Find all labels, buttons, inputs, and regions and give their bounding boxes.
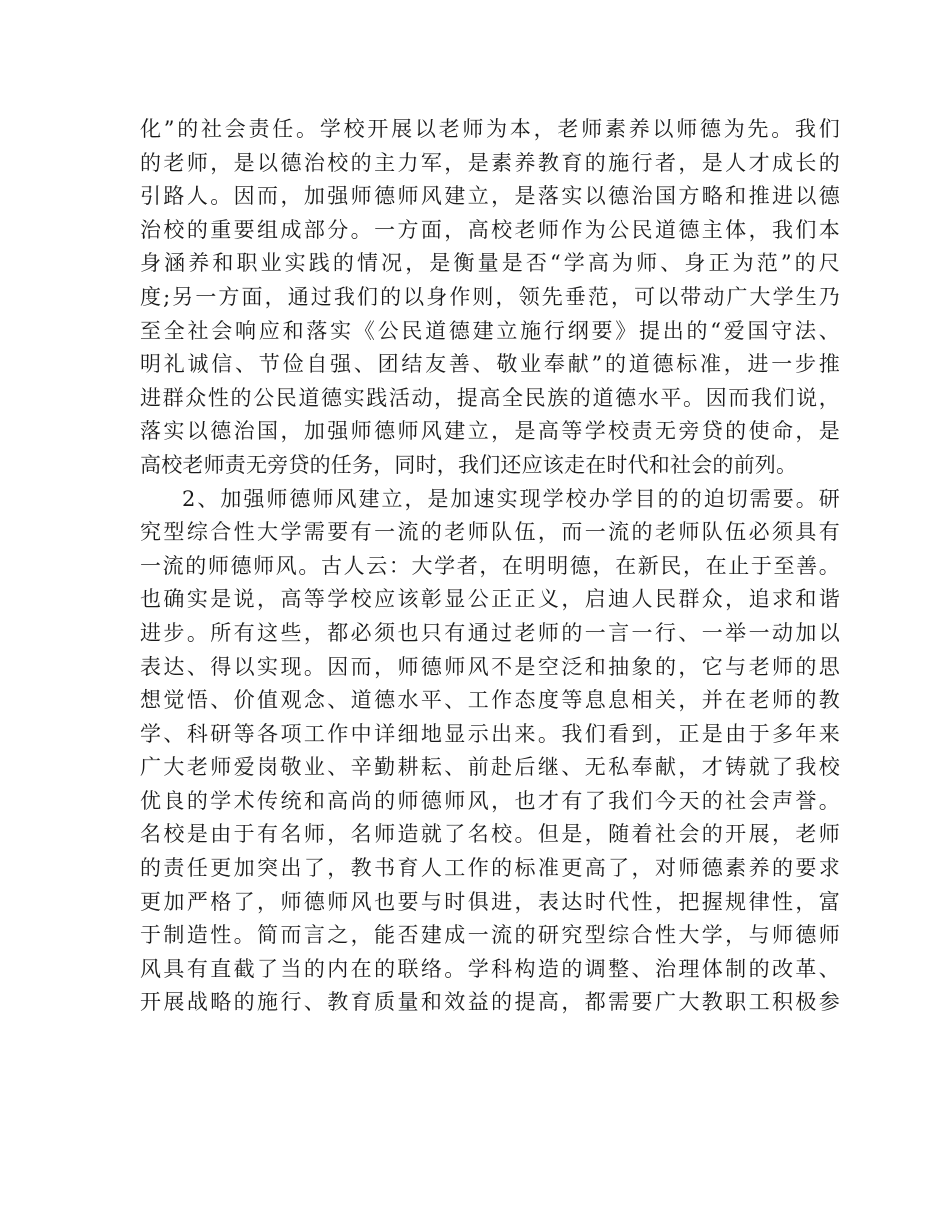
body-text — [140, 113, 840, 1020]
text-line: 明礼诚信、节俭自强、团结友善、敬业奉献”的道德标准，进一步推 — [140, 352, 840, 377]
text-line: 开展战略的施行、教育质量和效益的提高，都需要广大教职工积极参 — [140, 990, 840, 1015]
text-line: 于制造性。简而言之，能否建成一流的研究型综合性大学，与师德师 — [140, 923, 840, 948]
text-line: 身涵养和职业实践的情况，是衡量是否“学高为师、身正为范”的尺 — [140, 251, 840, 276]
text-line: 进步。所有这些，都必须也只有通过老师的一言一行、一举一动加以 — [140, 620, 840, 645]
paragraph-start-line: 2、加强师德师风建立，是加速实现学校办学目的的迫切需要。研 — [182, 486, 840, 511]
text-line: 引路人。因而，加强师德师风建立，是落实以德治国方略和推进以德 — [140, 184, 840, 209]
text-line: 更加严格了，师德师风也要与时俱进，表达时代性，把握规律性，富 — [140, 889, 840, 914]
text-line: 的老师，是以德治校的主力军，是素养教育的施行者，是人才成长的 — [140, 150, 840, 175]
text-line: 学、科研等各项工作中详细地显示出来。我们看到，正是由于多年来 — [140, 721, 840, 746]
text-line: 进群众性的公民道德实践活动，提高全民族的道德水平。因而我们说， — [140, 385, 840, 410]
text-line: 风具有直截了当的内在的联络。学科构造的调整、治理体制的改革、 — [140, 956, 840, 981]
text-line: 也确实是说，高等学校应该彰显公正正义，启迪人民群众，追求和谐 — [140, 587, 840, 612]
text-line: 落实以德治国，加强师德师风建立，是高等学校责无旁贷的使命，是 — [140, 419, 840, 444]
text-line: 化”的社会责任。学校开展以老师为本，老师素养以师德为先。我们 — [140, 117, 840, 141]
text-line: 至全社会响应和落实《公民道德建立施行纲要》提出的“爱国守法、 — [140, 318, 840, 343]
text-line: 想觉悟、价值观念、道德水平、工作态度等息息相关，并在老师的教 — [140, 688, 840, 713]
text-line: 名校是由于有名师，名师造就了名校。但是，随着社会的开展，老师 — [140, 822, 840, 847]
text-line: 一流的师德师风。古人云：大学者，在明明德，在新民，在止于至善。 — [140, 553, 840, 578]
text-line: 高校老师责无旁贷的任务，同时，我们还应该走在时代和社会的前列。 — [140, 452, 798, 477]
text-line: 表达、得以实现。因而，师德师风不是空泛和抽象的，它与老师的思 — [140, 654, 840, 679]
text-line: 究型综合性大学需要有一流的老师队伍，而一流的老师队伍必须具有 — [140, 520, 840, 545]
text-line: 优良的学术传统和高尚的师德师风，也才有了我们今天的社会声誉。 — [140, 788, 840, 813]
text-line: 的责任更加突出了，教书育人工作的标准更高了，对师德素养的要求 — [140, 856, 840, 881]
text-line: 广大老师爱岗敬业、辛勤耕耘、前赴后继、无私奉献，才铸就了我校 — [140, 755, 840, 780]
text-line: 度;另一方面，通过我们的以身作则，领先垂范，可以带动广大学生乃 — [140, 284, 840, 309]
text-line: 治校的重要组成部分。一方面，高校老师作为公民道德主体，我们本 — [140, 217, 840, 242]
